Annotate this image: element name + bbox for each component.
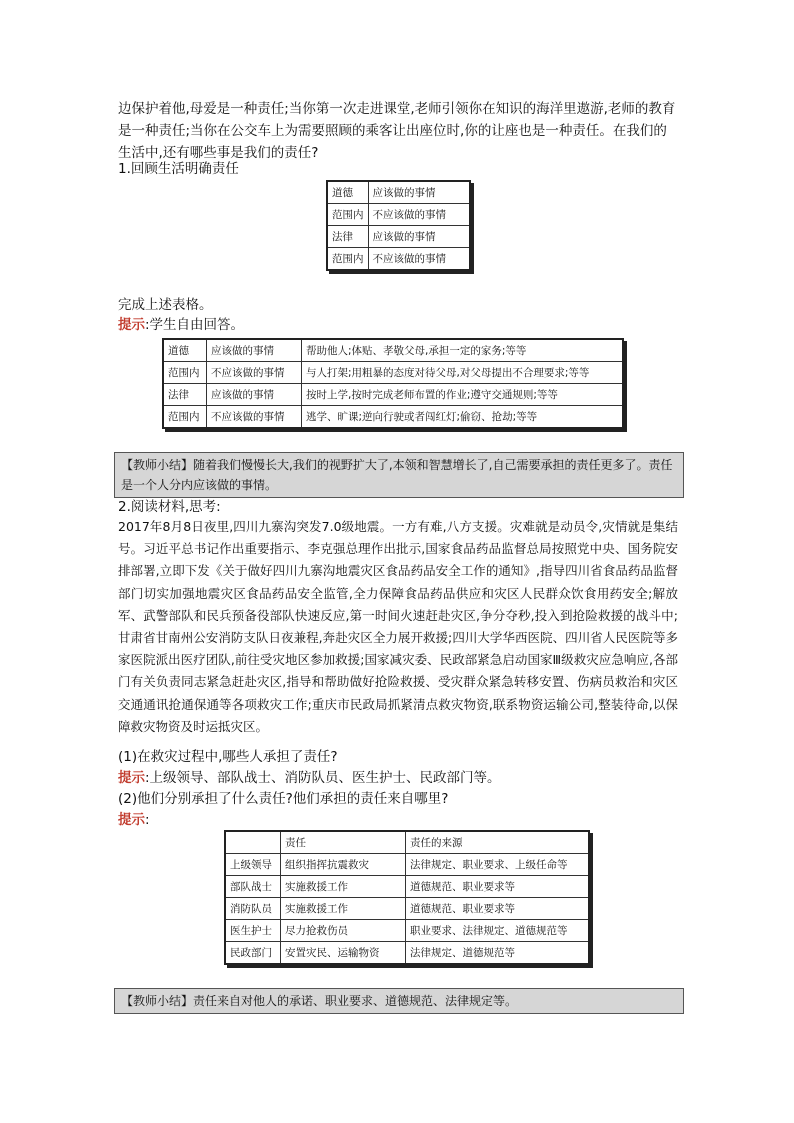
table-row xyxy=(163,339,623,362)
hint-text: :上级领导、部队战士、消防队员、医生护士、民政部门等。 xyxy=(145,770,501,786)
table-row xyxy=(225,920,589,942)
table-cell: 部队战士 xyxy=(225,876,281,898)
table-cell: 帮助他人;体贴、孝敬父母,承担一定的家务;等等 xyxy=(302,339,624,362)
table-header-row xyxy=(225,831,589,854)
intro-paragraph: 边保护着他,母爱是一种责任;当你第一次走进课堂,老师引领你在知识的海洋里遨游,老师的教育是一种责任;当你在公交车上为需要照顾的乘客让出座位时,你的让座也是一种责任。在我们的生活中,还有哪些事是我们的责任? xyxy=(118,101,676,161)
section1-heading: 1.回顾生活明确责任 xyxy=(118,161,239,177)
rescue-responsibility-table xyxy=(224,830,590,965)
hint-label: 提示 xyxy=(118,770,145,786)
table-row xyxy=(327,204,470,226)
table-cell: 不应该做的事情 xyxy=(368,204,470,226)
table-cell: 法律规定、职业要求、上级任命等 xyxy=(406,854,590,876)
table-row xyxy=(327,248,470,271)
table-cell: 道德规范、职业要求等 xyxy=(406,876,590,898)
table-row xyxy=(327,226,470,248)
table-cell: 范围内 xyxy=(327,204,368,226)
table-cell: 上级领导 xyxy=(225,854,281,876)
table-cell: 法律 xyxy=(327,226,368,248)
table-cell: 法律 xyxy=(163,384,207,406)
table-header-cell: 责任的来源 xyxy=(406,831,590,854)
table-cell: 职业要求、法律规定、道德规范等 xyxy=(406,920,590,942)
table-cell: 应该做的事情 xyxy=(368,226,470,248)
table-cell: 范围内 xyxy=(327,248,368,271)
table-header-cell: 责任 xyxy=(281,831,406,854)
table-cell: 与人打架;用粗暴的态度对待父母,对父母提出不合理要求;等等 xyxy=(302,362,624,384)
hint-1 xyxy=(118,314,244,336)
table-cell: 范围内 xyxy=(163,362,207,384)
question-2: (2)他们分别承担了什么责任?他们承担的责任来自哪里? xyxy=(118,791,449,807)
table-cell: 尽力抢救伤员 xyxy=(281,920,406,942)
table-cell: 法律规定、道德规范等 xyxy=(406,942,590,965)
hint-label: 提示 xyxy=(118,317,145,333)
table-cell: 实施救援工作 xyxy=(281,876,406,898)
table-row xyxy=(225,876,589,898)
responsibility-table-blank xyxy=(326,180,471,271)
teacher-summary-2: 【教师小结】责任来自对他人的承诺、职业要求、道德规范、法律规定等。 xyxy=(114,988,684,1014)
table-cell: 应该做的事情 xyxy=(207,339,302,362)
hint-label: 提示 xyxy=(118,812,145,828)
table-cell: 不应该做的事情 xyxy=(368,248,470,271)
hint-text: : xyxy=(145,812,150,828)
table-header-cell xyxy=(225,831,281,854)
table-row xyxy=(225,854,589,876)
section2-heading: 2.阅读材料,思考: xyxy=(118,499,221,515)
table-cell: 应该做的事情 xyxy=(207,384,302,406)
table-cell: 消防队员 xyxy=(225,898,281,920)
teacher-summary-1: 【教师小结】随着我们慢慢长大,我们的视野扩大了,本领和智慧增长了,自己需要承担的责任更多了。责任是一个人分内应该做的事情。 xyxy=(114,452,684,498)
table-cell: 组织指挥抗震救灾 xyxy=(281,854,406,876)
question-1: (1)在救灾过程中,哪些人承担了责任? xyxy=(118,749,338,765)
table-cell: 逃学、旷课;逆向行驶或者闯红灯;偷窃、抢劫;等等 xyxy=(302,406,624,429)
hint-3 xyxy=(118,809,150,831)
table-cell: 安置灾民、运输物资 xyxy=(281,942,406,965)
table-row xyxy=(163,362,623,384)
table-cell: 民政部门 xyxy=(225,942,281,965)
table-cell: 实施救援工作 xyxy=(281,898,406,920)
table-row xyxy=(163,406,623,429)
table-cell: 道德 xyxy=(327,181,368,204)
responsibility-table-answers xyxy=(162,338,624,429)
complete-table-instruction: 完成上述表格。 xyxy=(118,297,213,313)
table-row xyxy=(225,898,589,920)
table-row xyxy=(327,181,470,204)
hint-text: :学生自由回答。 xyxy=(145,317,245,333)
table-cell: 不应该做的事情 xyxy=(207,362,302,384)
table-cell: 不应该做的事情 xyxy=(207,406,302,429)
table-cell: 道德 xyxy=(163,339,207,362)
table-cell: 范围内 xyxy=(163,406,207,429)
table-cell: 道德规范、职业要求等 xyxy=(406,898,590,920)
table-cell: 医生护士 xyxy=(225,920,281,942)
table-row xyxy=(163,384,623,406)
table-cell: 应该做的事情 xyxy=(368,181,470,204)
hint-2 xyxy=(118,767,501,789)
table-cell: 按时上学,按时完成老师布置的作业;遵守交通规则;等等 xyxy=(302,384,624,406)
table-row xyxy=(225,942,589,965)
reading-material: 2017年8月8日夜里,四川九寨沟突发7.0级地震。一方有难,八方支援。灾难就是动员令,灾情就是集结号。习近平总书记作出重要指示、李克强总理作出批示,国家食品药品监督总局按照党中央、国务院安排部署,立即下发《关于做好四川九寨沟地震灾区食品药品安全工作的通知》,指导四川省食品药品监督部门切实加强地震灾区食品药品安全监管,全力保障食品药品供应和灾区人民群众饮食用药安全;解放军、武警部队和民兵预备役部队快速反应,第一时间火速赶赴灾区,争分夺秒,投入到抢险救援的战斗中;甘肃省甘南州公安消防支队日夜兼程,奔赴灾区全力展开救援;四川大学华西医院、四川省人民医院等多家医院派出医疗团队,前往受灾地区参加救援;国家减灾委、民政部紧急启动国家Ⅲ级救灾应急响应,各部门有关负责同志紧急赶赴灾区,指导和帮助做好抢险救援、受灾群众紧急转移安置、伤病员救治和灾区交通通讯抢通保通等各项救灾工作;重庆市民政局抓紧清点救灾物资,联系物资运输公司,整装待命,以保障救灾物资及时运抵灾区。 xyxy=(118,519,678,734)
